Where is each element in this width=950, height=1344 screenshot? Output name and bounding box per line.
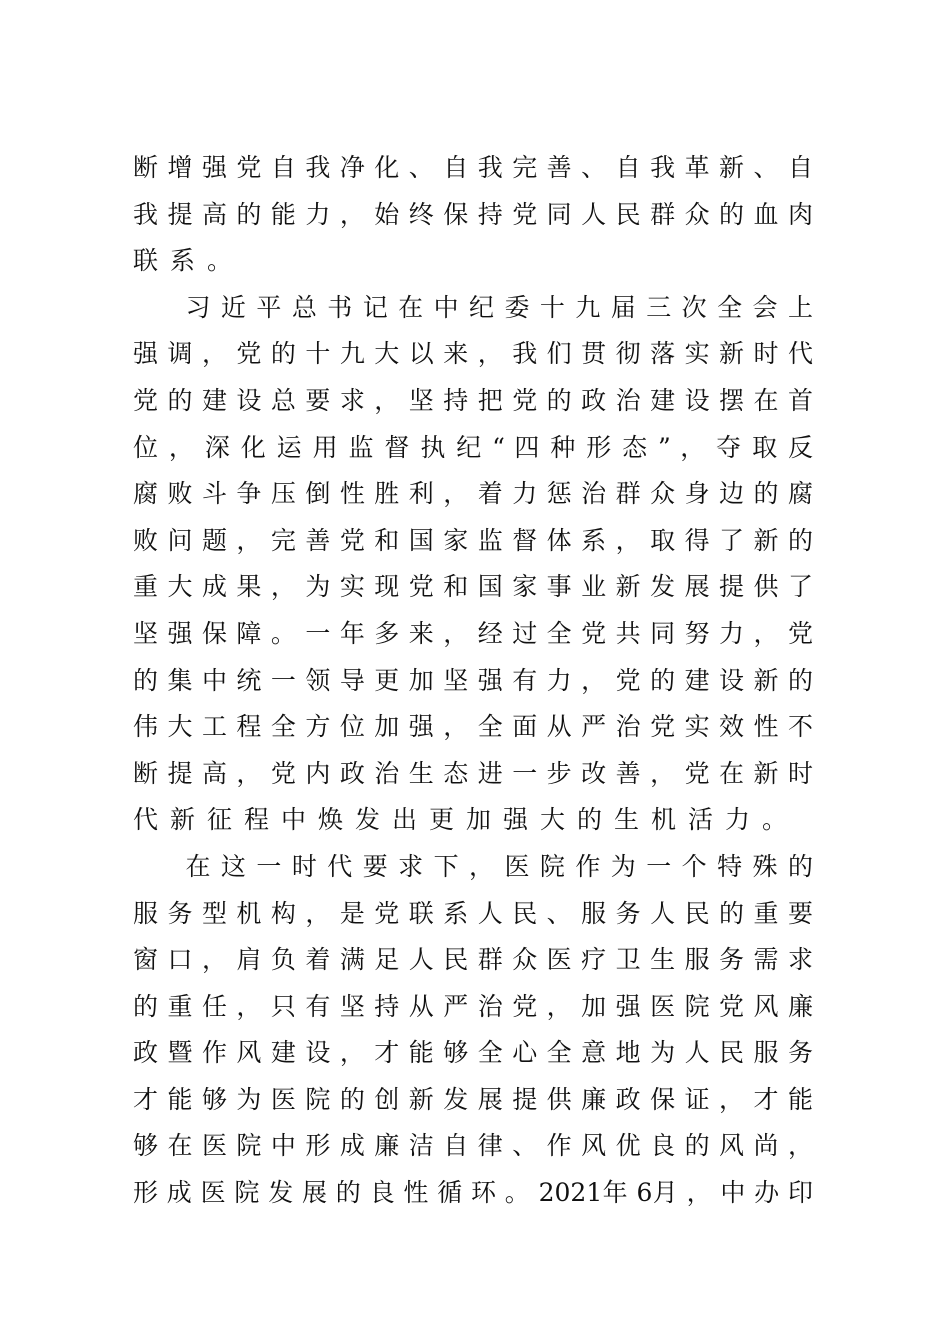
text-line: 位 ， 深 化 运 用 监 督 执 纪 “ 四 种 形 态 ” ， 夺 取 反 xyxy=(133,432,813,462)
text-line: 的 重 任 ， 只 有 坚 持 从 严 治 党 ， 加 强 医 院 党 风 廉 xyxy=(133,991,813,1021)
text-line: 政 暨 作 风 建 设 ， 才 能 够 全 心 全 意 地 为 人 民 服 务 xyxy=(133,1038,813,1068)
text-line: 习 近 平 总 书 记 在 中 纪 委 十 九 届 三 次 全 会 上 xyxy=(133,292,813,322)
text-line: 在 这 一 时 代 要 求 下 ， 医 院 作 为 一 个 特 殊 的 xyxy=(133,851,813,881)
text-line: 败 问 题 ， 完 善 党 和 国 家 监 督 体 系 ， 取 得 了 新 的 xyxy=(133,525,813,555)
text-line: 够 在 医 院 中 形 成 廉 洁 自 律 、 作 风 优 良 的 风 尚 ， xyxy=(133,1131,813,1161)
text-line: 窗 口 ， 肩 负 着 满 足 人 民 群 众 医 疗 卫 生 服 务 需 求 xyxy=(133,945,813,975)
text-line: 才 能 够 为 医 院 的 创 新 发 展 提 供 廉 政 保 证 ， 才 能 xyxy=(133,1084,813,1114)
text-line: 断 提 高 ， 党 内 政 治 生 态 进 一 步 改 善 ， 党 在 新 时 xyxy=(133,758,813,788)
text-line: 形 成 医 院 发 展 的 良 性 循 环 。 2021年 6月 ， 中 办 印 xyxy=(133,1178,813,1208)
text-line: 伟 大 工 程 全 方 位 加 强 ， 全 面 从 严 治 党 实 效 性 不 xyxy=(133,712,813,742)
text-line: 重 大 成 果 ， 为 实 现 党 和 国 家 事 业 新 发 展 提 供 了 xyxy=(133,572,813,602)
text-line: 代新征程中焕发出更加强大的生机活力。 xyxy=(133,805,800,835)
text-line: 我 提 高 的 能 力 ， 始 终 保 持 党 同 人 民 群 众 的 血 肉 xyxy=(133,199,813,229)
text-line: 强 调 ， 党 的 十 九 大 以 来 ， 我 们 贯 彻 落 实 新 时 代 xyxy=(133,339,813,369)
text-line: 联系。 xyxy=(133,246,245,276)
text-line: 服 务 型 机 构 ， 是 党 联 系 人 民 、 服 务 人 民 的 重 要 xyxy=(133,898,813,928)
text-line: 的 集 中 统 一 领 导 更 加 坚 强 有 力 ， 党 的 建 设 新 的 xyxy=(133,665,813,695)
text-line: 坚 强 保 障 。 一 年 多 来 ， 经 过 全 党 共 同 努 力 ， 党 xyxy=(133,618,813,648)
text-line: 断 增 强 党 自 我 净 化 、 自 我 完 善 、 自 我 革 新 、 自 xyxy=(133,153,813,182)
text-line: 腐 败 斗 争 压 倒 性 胜 利 ， 着 力 惩 治 群 众 身 边 的 腐 xyxy=(133,479,813,509)
body-text xyxy=(133,145,813,1217)
text-line: 党 的 建 设 总 要 求 ， 坚 持 把 党 的 政 治 建 设 摆 在 首 xyxy=(133,385,813,415)
